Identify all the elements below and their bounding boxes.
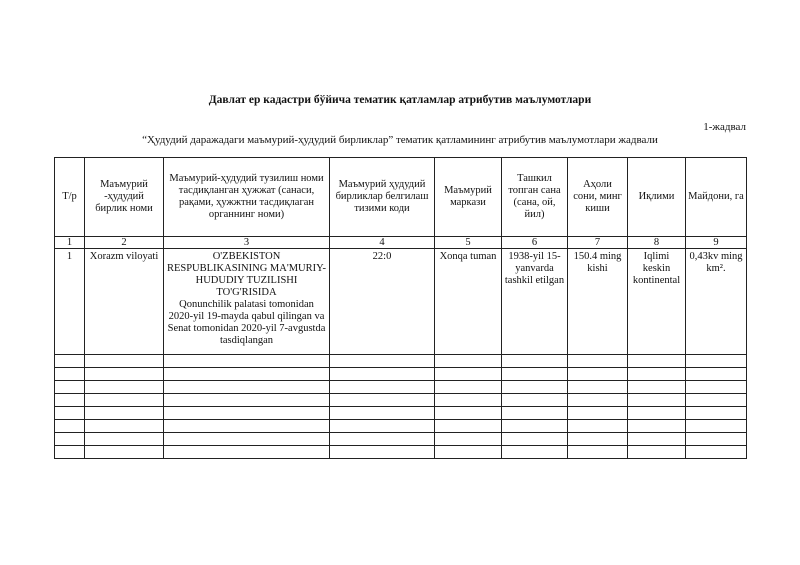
header-cell: Маъмурий маркази: [435, 158, 502, 237]
header-cell: Ташкил топган сана (сана, ой, йил): [502, 158, 568, 237]
unit-name-cell: Xorazm viloyati: [85, 249, 164, 355]
column-number: 2: [85, 237, 164, 249]
column-number: 8: [628, 237, 686, 249]
empty-row: [55, 407, 747, 420]
code-cell: 22:0: [330, 249, 435, 355]
table-row: [55, 249, 747, 355]
header-cell: Маъмурий-ҳудудий тузилиш номи тасдиқланган ҳужжат (санаси, рақами, ҳужжтни тасдиқлаган органнинг номи): [164, 158, 330, 237]
column-number: 9: [686, 237, 747, 249]
empty-row: [55, 420, 747, 433]
row-number: 1: [55, 249, 85, 355]
document-title: Давлат ер кадастри бўйича тематик қатламлар атрибутив маълумотлари: [208, 94, 592, 106]
header-row: [55, 158, 747, 237]
column-number: 6: [502, 237, 568, 249]
header-cell: Т/р: [55, 158, 85, 237]
document-details-text: Qonunchilik palatasi tomonidan 2020-yil 19-mayda qabul qilingan va Senat tomonidan 2020-yil 7-avgustda tasdiqlangan: [167, 299, 326, 346]
empty-row: [55, 394, 747, 407]
column-number: 7: [568, 237, 628, 249]
founded-cell: 1938-yil 15-yanvarda tashkil etilgan: [502, 249, 568, 355]
column-number: 5: [435, 237, 502, 249]
document-cell: [164, 249, 330, 355]
attribute-table: [54, 157, 747, 459]
center-cell: Xonqa tuman: [435, 249, 502, 355]
empty-row: [55, 446, 747, 459]
column-number: 3: [164, 237, 330, 249]
empty-row: [55, 381, 747, 394]
header-cell: Иқлими: [628, 158, 686, 237]
document-title-text: O'ZBEKISTON RESPUBLIKASINING MA'MURIY-HUDUDIY TUZILISHI TO'G'RISIDA: [166, 251, 327, 298]
population-cell: 150.4 ming kishi: [568, 249, 628, 355]
header-cell: Аҳоли сони, минг киши: [568, 158, 628, 237]
empty-row: [55, 368, 747, 381]
header-cell: Маъмурий -ҳудудий бирлик номи: [85, 158, 164, 237]
area-cell: 0,43kv ming km².: [686, 249, 747, 355]
column-number-row: [55, 237, 747, 249]
table-subtitle: “Ҳудудий даражадаги маъмурий-ҳудудий бирликлар” тематик қатламининг атрибутив маълумотлари жадвали: [142, 134, 658, 146]
header-cell: Маъмурий ҳудудий бирликлар белгилаш тизими коди: [330, 158, 435, 237]
header-cell: Майдони, га: [686, 158, 747, 237]
climate-cell: Iqlimi keskin kontinental: [628, 249, 686, 355]
empty-row: [55, 355, 747, 368]
column-number: 1: [55, 237, 85, 249]
table-number: 1-жадвал: [703, 121, 746, 133]
column-number: 4: [330, 237, 435, 249]
empty-row: [55, 433, 747, 446]
